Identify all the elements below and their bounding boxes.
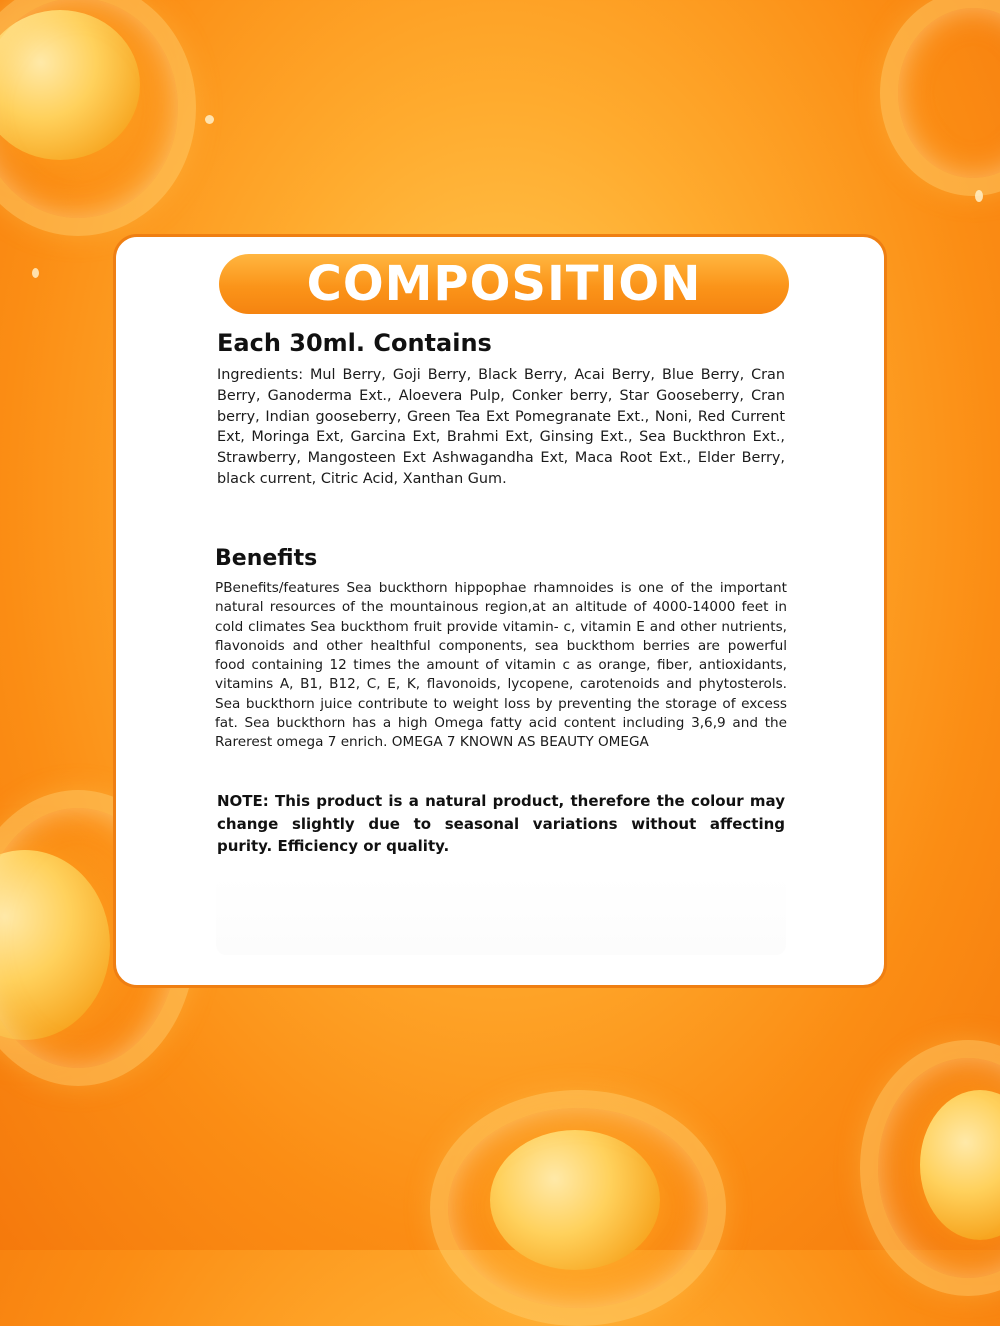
- juice-droplet: [975, 190, 983, 202]
- juice-droplet: [32, 268, 39, 278]
- note-text: NOTE: This product is a natural product, therefore the colour may change slightly due to seasonal variations without affecting purity. Efficiency or quality.: [217, 792, 785, 855]
- benefits-text: PBenefits/features Sea buckthorn hippophae rhamnoides is one of the important natural resources of the mountainous region,at an altitude of 4000-14000 feet in cold climates Sea buckthom fruit provide vitamin- c, vitamin E and other nutrients, flavonoids and other healthful components, sea buckthom berries are powerful food containing 12 times the amount of vitamin c as orange, fiber, antioxidants, vitamins A, B1, B12, C, E, K, flavonoids, lycopene, carotenoids and phytosterols. Sea buckthorn juice contribute to weight loss by preventing the storage of excess fat. Sea buckthorn has a high Omega fatty acid content including 3,6,9 and the Rarerest omega 7 enrich. OMEGA 7 KNOWN AS BEAUTY OMEGA: [215, 580, 787, 751]
- juice-splash-bottom-center: [430, 1090, 726, 1326]
- contains-heading: Each 30ml. Contains: [217, 329, 492, 357]
- juice-splash-top-left: [0, 0, 196, 236]
- page-title: COMPOSITION: [306, 256, 702, 312]
- benefits-heading: Benefits: [215, 546, 318, 571]
- juice-splash-top-right: [880, 0, 1000, 196]
- title-banner: [219, 254, 789, 314]
- ingredients-text: Ingredients: Mul Berry, Goji Berry, Black Berry, Acai Berry, Blue Berry, Cran Berry, Ganoderma Ext., Aloevera Pulp, Conker berry, Star Gooseberry, Cran berry, Indian gooseberry, Green Tea Ext Pomegranate Ext., Noni, Red Current Ext, Moringa Ext, Garcina Ext, Brahmi Ext, Ginsing Ext., Sea Buckthron Ext., Strawberry, Mangosteen Ext Ashwagandha Ext, Maca Root Ext., Elder Berry, black current, Citric Acid, Xanthan Gum.: [217, 367, 785, 487]
- faded-footer-area: [216, 875, 786, 955]
- composition-card: [113, 234, 887, 988]
- juice-droplet: [205, 115, 214, 124]
- juice-splash-bottom-right: [860, 1040, 1000, 1296]
